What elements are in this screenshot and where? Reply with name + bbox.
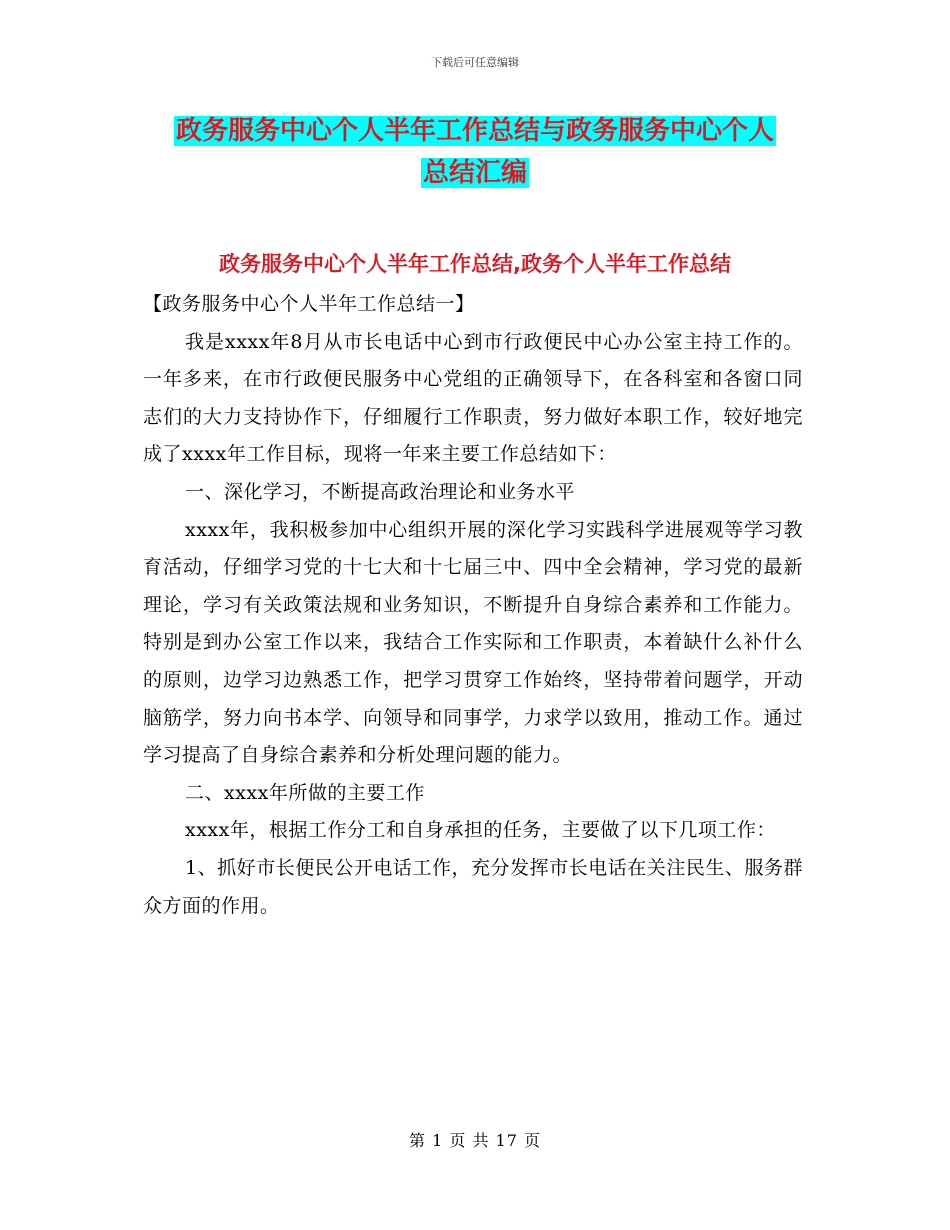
paragraph-item-1: 1、抓好市长便民公开电话工作，充分发挥市长电话在关注民生、服务群众方面的作用。 bbox=[143, 856, 803, 917]
document-title bbox=[140, 110, 810, 194]
title-line-1: 政务服务中心个人半年工作总结与政务服务中心个人 bbox=[175, 116, 774, 146]
header-note: 下载后可任意编辑 bbox=[431, 56, 519, 69]
paragraph-tasks: xxxx年，根据工作分工和自身承担的任务，主要做了以下几项工作： bbox=[185, 819, 776, 842]
document-body bbox=[143, 286, 803, 925]
paragraph-study: xxxx年，我积极参加中心组织开展的深化学习实践科学进展观等学习教育活动，仔细学习党的十七大和十七届三中、四中全会精神，学习党的最新理论，学习有关政策法规和业务知识，不断提升自身综合素养和工作能力。特别是到办公室工作以来，我结合工作实际和工作职责，本着缺什么补什么的原则，边学习边熟悉工作，把学习贯穿工作始终，坚持带着问题学，开动脑筋学，努力向书本学、向领导和同事学，力求学以致用，推动工作。通过学习提高了自身综合素养和分析处理问题的能力。 bbox=[143, 518, 803, 767]
title-line-2: 总结汇编 bbox=[422, 158, 527, 188]
section-heading: 【政务服务中心个人半年工作总结一】 bbox=[143, 293, 475, 315]
document-subtitle: 政务服务中心个人半年工作总结,政务个人半年工作总结 bbox=[219, 252, 731, 276]
paragraph-intro: 我是xxxx年8月从市长电话中心到市行政便民中心办公室主持工作的。一年多来，在市行政便民服务中心党组的正确领导下，在各科室和各窗口同志们的大力支持协作下，仔细履行工作职责，努力做好本职工作，较好地完成了xxxx年工作目标，现将一年来主要工作总结如下： bbox=[143, 330, 803, 466]
paragraph-heading-2: 二、xxxx年所做的主要工作 bbox=[185, 781, 425, 804]
page-footer: 第 1 页 共 17 页 bbox=[409, 1131, 541, 1150]
paragraph-heading-1: 一、深化学习，不断提高政治理论和业务水平 bbox=[185, 480, 576, 503]
